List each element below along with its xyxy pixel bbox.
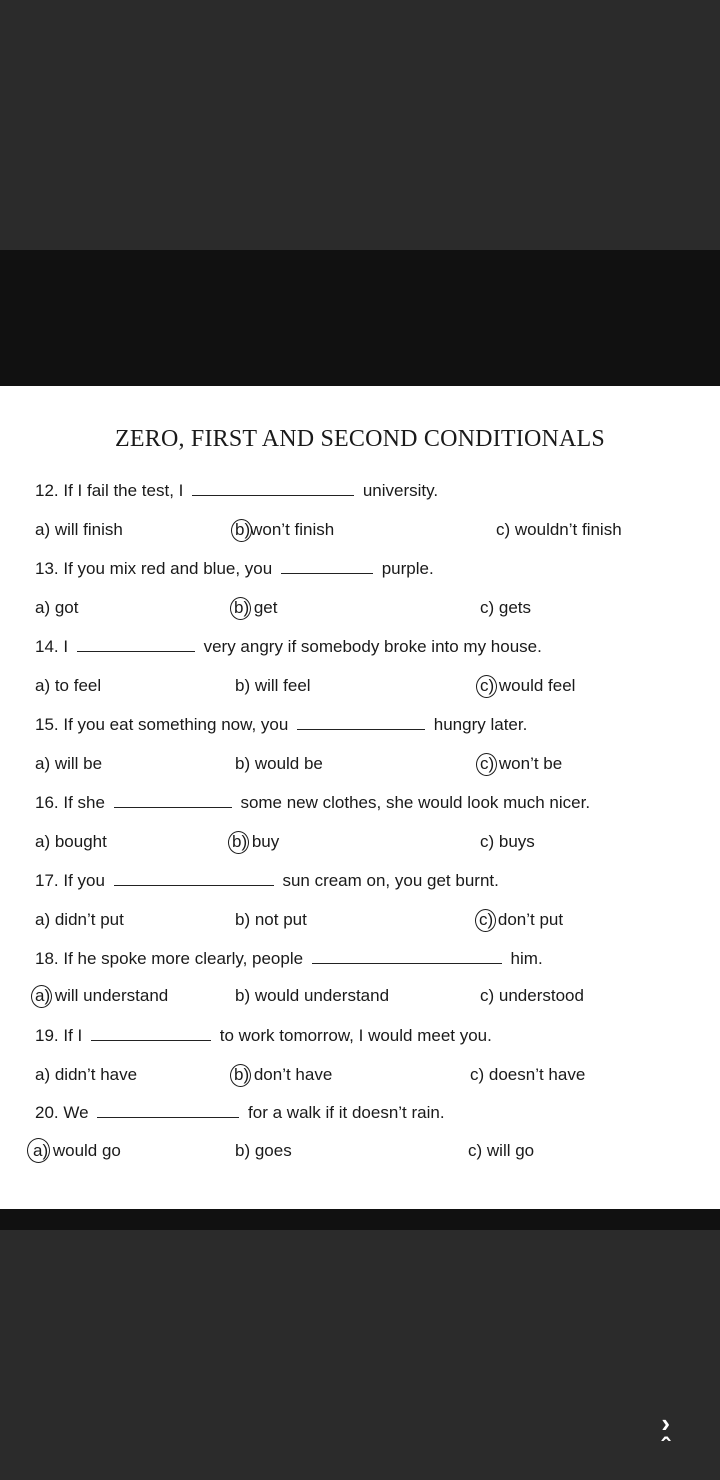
question-16 xyxy=(35,793,590,817)
question-text-end: to work tomorrow, I would meet you. xyxy=(219,1026,492,1045)
question-number: 16. xyxy=(35,793,59,812)
question-text: If you mix red and blue, you xyxy=(63,559,273,578)
answer-blank xyxy=(77,637,195,652)
question-text-end: sun cream on, you get burnt. xyxy=(282,871,499,890)
question-text-end: him. xyxy=(510,949,543,968)
question-text: If I fail the test, I xyxy=(63,481,184,500)
chevron-right-icon[interactable]: › xyxy=(661,1408,670,1438)
question-text: We xyxy=(63,1103,89,1122)
option-b: b) buy xyxy=(232,832,279,856)
question-number: 14. xyxy=(35,637,59,656)
answer-blank xyxy=(114,793,232,808)
question-text: I xyxy=(63,637,69,656)
viewer-bottom-bar xyxy=(0,1209,720,1230)
option-a: a) didn’t put xyxy=(35,910,124,929)
question-20 xyxy=(35,1103,445,1127)
question-13 xyxy=(35,559,434,583)
option-c: c) understood xyxy=(480,986,584,1005)
question-18 xyxy=(35,949,543,973)
option-c: c) will go xyxy=(468,1141,535,1160)
option-c: c) doesn’t have xyxy=(470,1065,586,1084)
chevron-up-icon[interactable]: ˆ xyxy=(661,1432,670,1462)
option-c: c) don’t put xyxy=(479,910,563,934)
answer-circle xyxy=(230,597,251,620)
question-number: 13. xyxy=(35,559,59,578)
question-number: 17. xyxy=(35,871,59,890)
question-text: If I xyxy=(63,1026,83,1045)
option-b: b) would be xyxy=(235,754,323,773)
question-text-end: for a walk if it doesn’t rain. xyxy=(248,1103,445,1122)
question-text: If you xyxy=(63,871,105,890)
question-text-end: very angry if somebody broke into my house. xyxy=(203,637,542,656)
question-text: If she xyxy=(63,793,105,812)
answer-circle xyxy=(476,753,497,776)
question-14 xyxy=(35,637,542,661)
answer-circle xyxy=(231,519,252,542)
answer-circle xyxy=(475,909,496,932)
answer-circle xyxy=(27,1138,50,1163)
question-number: 15. xyxy=(35,715,59,734)
option-b: b) would understand xyxy=(235,986,390,1005)
answer-circle xyxy=(228,831,249,854)
answer-blank xyxy=(281,559,373,574)
answer-blank xyxy=(97,1103,239,1118)
answer-blank xyxy=(114,871,274,886)
question-text-end: hungry later. xyxy=(433,715,528,734)
answer-blank xyxy=(91,1026,211,1041)
answer-blank xyxy=(192,481,354,496)
question-19 xyxy=(35,1026,492,1050)
worksheet-image xyxy=(0,386,720,1209)
option-a: a) would go xyxy=(33,1141,121,1165)
option-a: a) will understand xyxy=(35,986,168,1010)
question-15 xyxy=(35,715,527,739)
question-text-end: purple. xyxy=(381,559,434,578)
answer-circle xyxy=(230,1064,251,1087)
option-c: c) won’t be xyxy=(480,754,562,778)
answer-blank xyxy=(312,949,502,964)
option-c: c) wouldn’t finish xyxy=(496,520,622,539)
question-text-end: some new clothes, she would look much nicer. xyxy=(240,793,591,812)
question-17 xyxy=(35,871,499,895)
option-a: a) will be xyxy=(35,754,103,773)
answer-circle xyxy=(476,675,497,698)
option-a: a) will finish xyxy=(35,520,123,539)
worksheet-title: ZERO, FIRST AND SECOND CONDITIONALS xyxy=(115,426,605,452)
viewer-top-background xyxy=(0,0,720,250)
option-b: b) goes xyxy=(235,1141,292,1160)
question-number: 12. xyxy=(35,481,59,500)
option-c: c) gets xyxy=(480,598,532,617)
question-number: 18. xyxy=(35,949,59,968)
viewer-top-bar xyxy=(0,250,720,386)
option-b: b) don’t have xyxy=(234,1065,332,1089)
option-b: b)won’t finish xyxy=(235,520,334,544)
question-number: 20. xyxy=(35,1103,59,1122)
answer-circle xyxy=(31,985,52,1008)
question-text: If you eat something now, you xyxy=(63,715,289,734)
option-a: a) to feel xyxy=(35,676,102,695)
question-12 xyxy=(35,481,438,505)
question-number: 19. xyxy=(35,1026,59,1045)
option-b: b) get xyxy=(234,598,277,622)
question-text: If he spoke more clearly, people xyxy=(63,949,304,968)
option-c: c) would feel xyxy=(480,676,575,700)
option-a: a) bought xyxy=(35,832,107,851)
option-b: b) will feel xyxy=(235,676,311,695)
question-text-end: university. xyxy=(362,481,439,500)
answer-blank xyxy=(297,715,425,730)
option-b: b) not put xyxy=(235,910,307,929)
option-a: a) got xyxy=(35,598,79,617)
option-a: a) didn’t have xyxy=(35,1065,138,1084)
option-c: c) buys xyxy=(480,832,535,851)
viewer-bottom-background xyxy=(0,1230,720,1480)
